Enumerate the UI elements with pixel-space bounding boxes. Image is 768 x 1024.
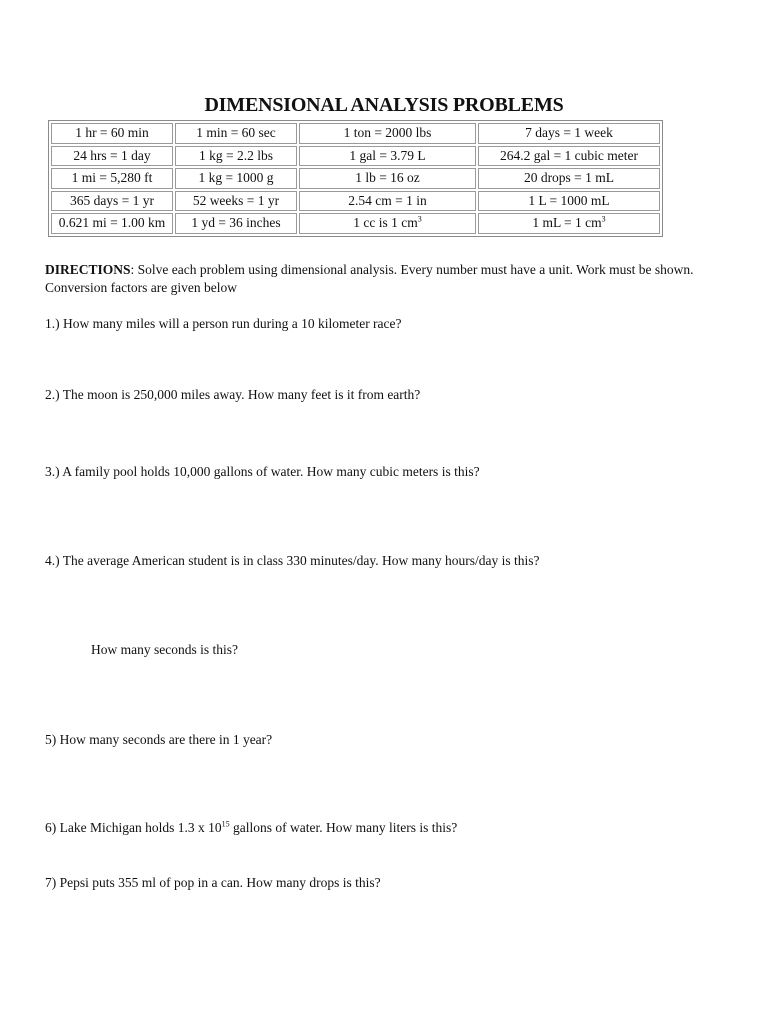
conversion-cell: 7 days = 1 week <box>478 123 660 144</box>
table-row <box>51 213 660 234</box>
directions-text: : Solve each problem using dimensional analysis. Every number must have a unit. Work must be shown. Conversion factors are given below <box>45 262 694 295</box>
question-4: 4.) The average American student is in class 330 minutes/day. How many hours/day is this? <box>45 553 540 568</box>
question-2: 2.) The moon is 250,000 miles away. How many feet is it from earth? <box>45 387 421 402</box>
conversion-table <box>48 120 663 237</box>
question-1: 1.) How many miles will a person run during a 10 kilometer race? <box>45 316 402 331</box>
conversion-cell: 1 yd = 36 inches <box>175 213 297 234</box>
table-row <box>51 123 660 144</box>
conversion-cell: 1 mi = 5,280 ft <box>51 168 173 189</box>
conversion-cell: 1 kg = 2.2 lbs <box>175 146 297 167</box>
conversion-cell: 1 lb = 16 oz <box>299 168 476 189</box>
question-4-followup: How many seconds is this? <box>91 642 238 657</box>
question-7: 7) Pepsi puts 355 ml of pop in a can. How many drops is this? <box>45 875 381 890</box>
question-5: 5) How many seconds are there in 1 year? <box>45 732 273 747</box>
conversion-cell: 1 kg = 1000 g <box>175 168 297 189</box>
page-title: DIMENSIONAL ANALYSIS PROBLEMS <box>204 94 564 116</box>
conversion-cell: 1 L = 1000 mL <box>478 191 660 212</box>
conversion-cell: 2.54 cm = 1 in <box>299 191 476 212</box>
table-row <box>51 191 660 212</box>
conversion-cell: 1 min = 60 sec <box>175 123 297 144</box>
conversion-cell: 20 drops = 1 mL <box>478 168 660 189</box>
conversion-cell: 1 mL = 1 $cm^3$ <box>478 213 660 234</box>
question-3: 3.) A family pool holds 10,000 gallons of water. How many cubic meters is this? <box>45 464 480 479</box>
conversion-cell: 1 cc is 1 $cm^3$ <box>299 213 476 234</box>
conversion-cell: 1 gal = 3.79 L <box>299 146 476 167</box>
table-row <box>51 146 660 167</box>
conversion-cell: 264.2 gal = 1 cubic meter <box>478 146 660 167</box>
conversion-cell: 24 hrs = 1 day <box>51 146 173 167</box>
directions-label: DIRECTIONS <box>45 262 131 277</box>
directions-paragraph <box>45 261 717 297</box>
conversion-cell: 52 weeks = 1 yr <box>175 191 297 212</box>
conversion-cell: 1 ton = 2000 lbs <box>299 123 476 144</box>
conversion-cell: 0.621 mi = 1.00 km <box>51 213 173 234</box>
conversion-cell: 365 days = 1 yr <box>51 191 173 212</box>
question-6: 6) Lake Michigan holds 1.3 x $10^{15}$ gallons of water. How many liters is this? <box>45 819 458 835</box>
table-row <box>51 168 660 189</box>
conversion-cell: 1 hr = 60 min <box>51 123 173 144</box>
